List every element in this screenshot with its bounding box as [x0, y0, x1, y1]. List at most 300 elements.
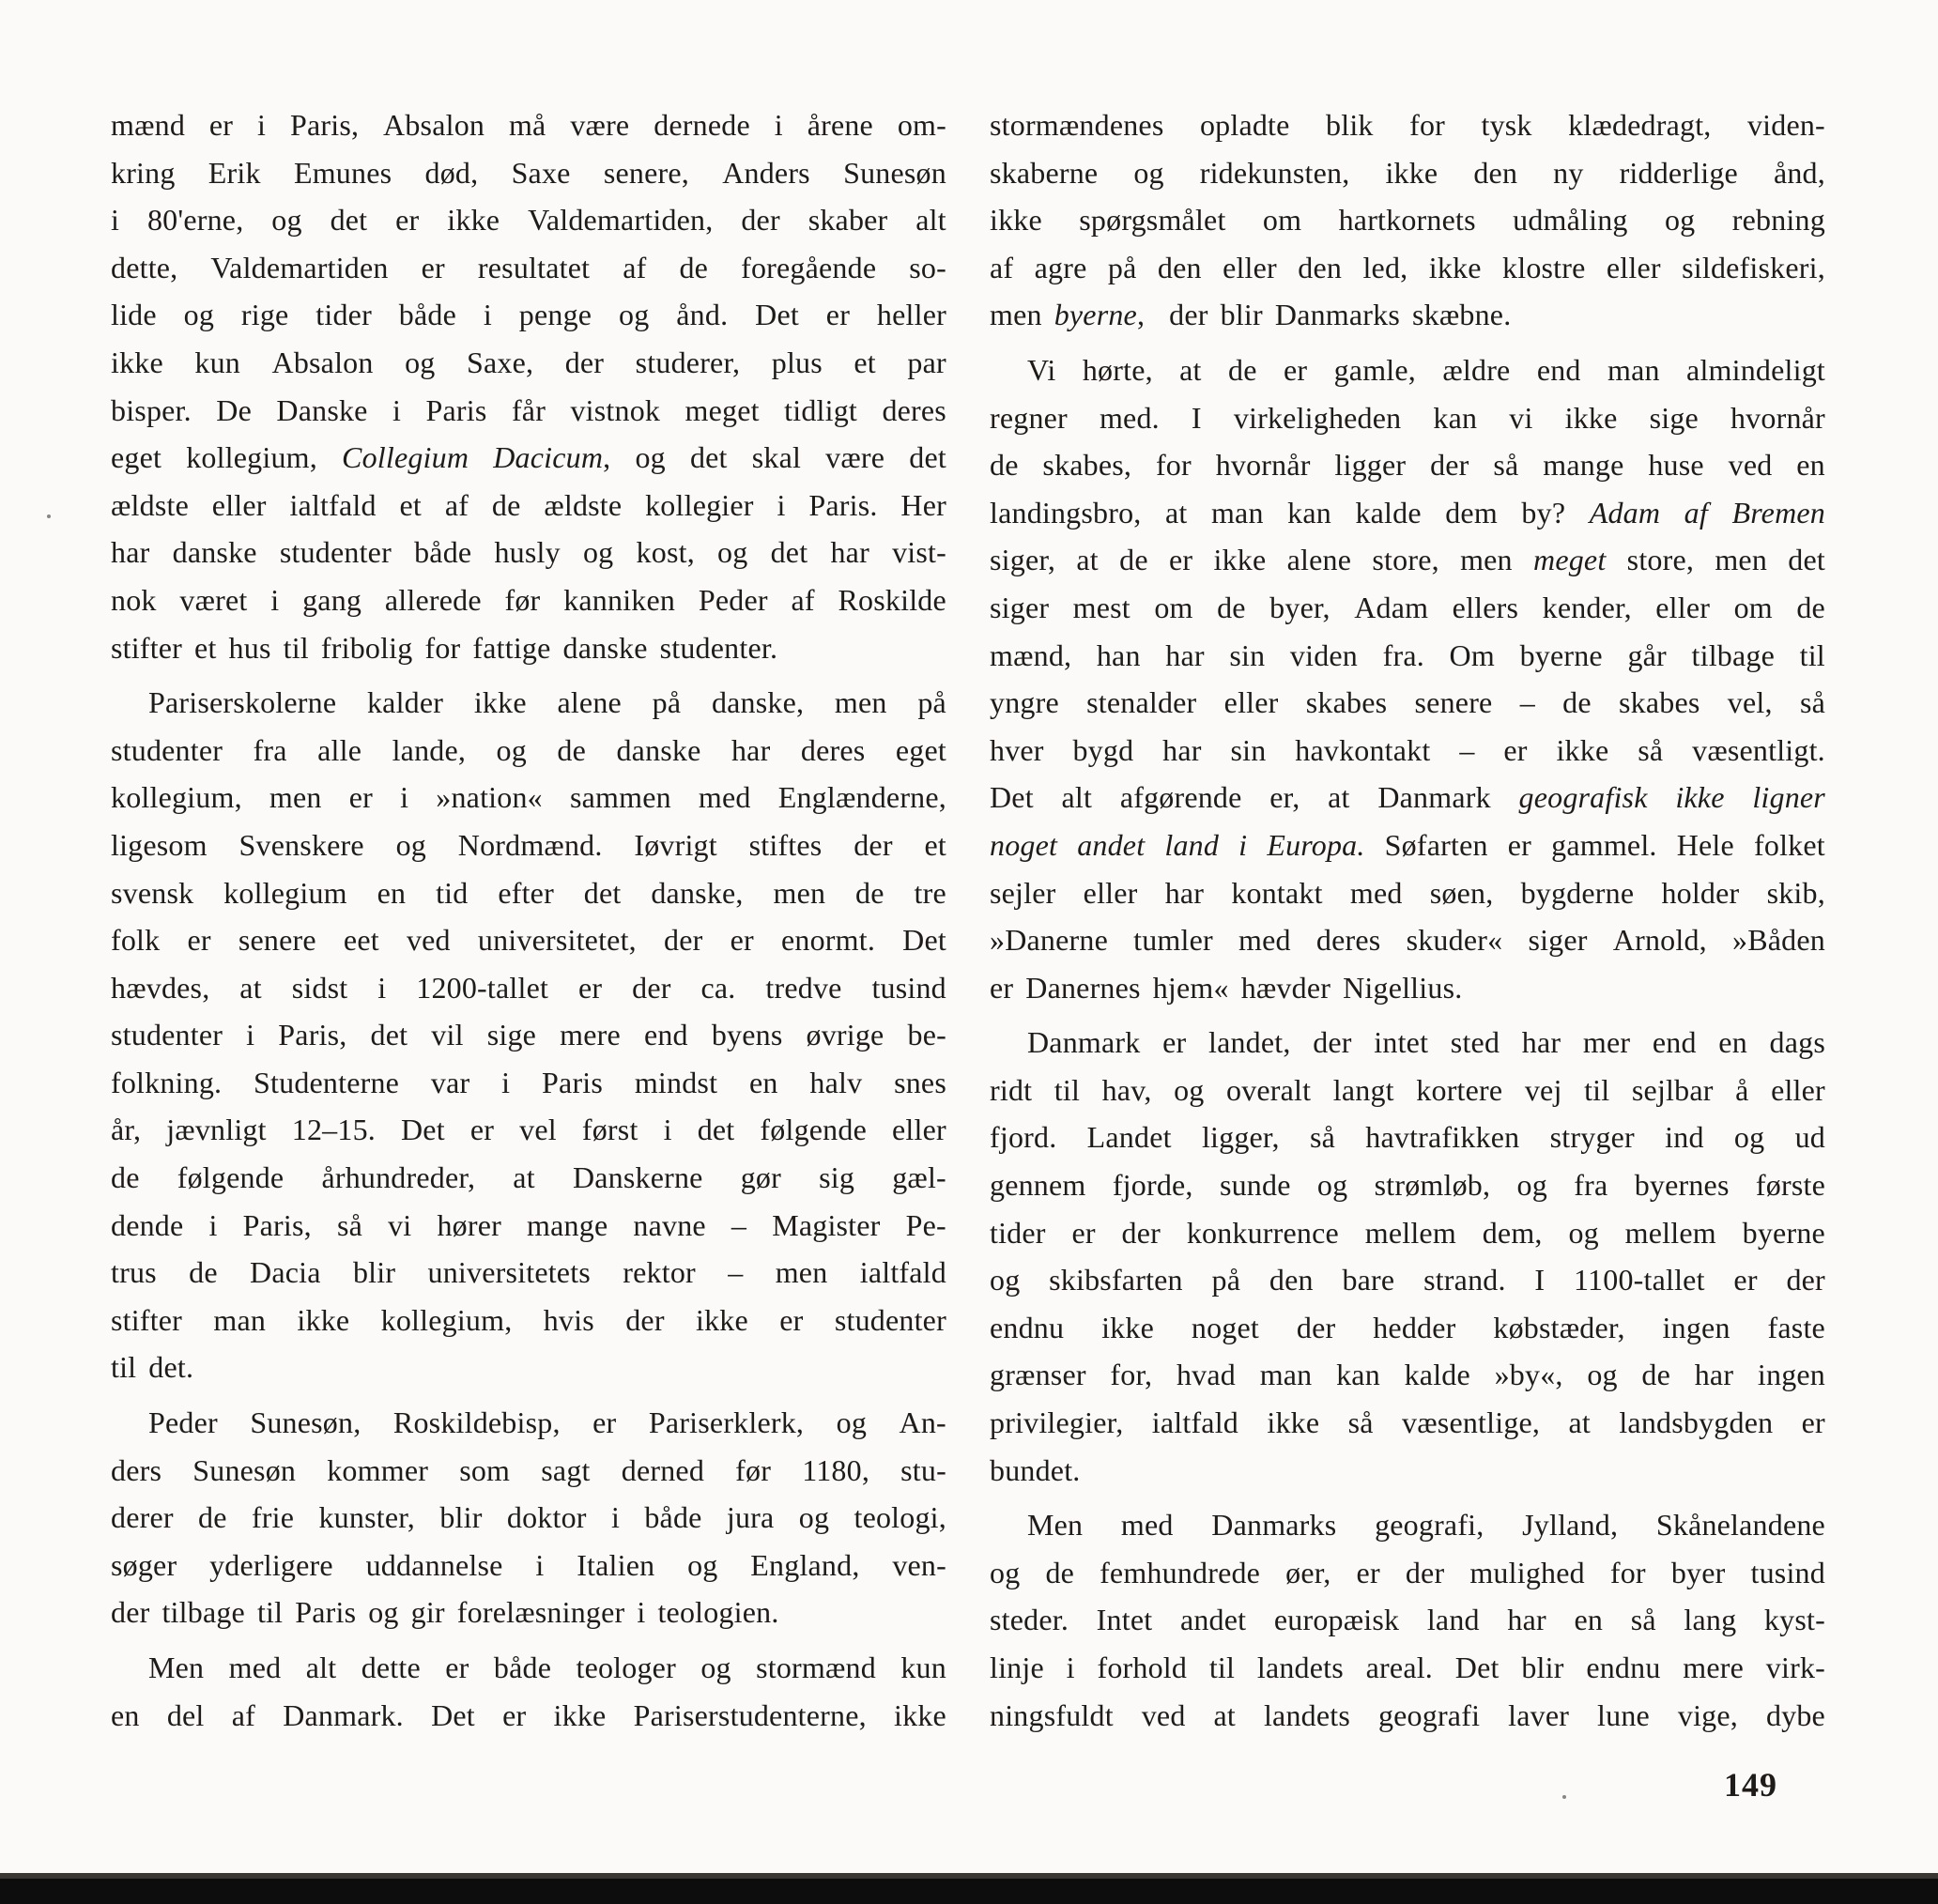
word: landet,	[1207, 1025, 1291, 1060]
word: så	[1347, 1405, 1374, 1440]
text-line	[990, 1549, 1825, 1597]
word: det	[909, 440, 946, 475]
word: der	[632, 970, 671, 1005]
word: af	[231, 1697, 255, 1732]
word: eller	[1655, 590, 1711, 624]
word: grænser	[990, 1358, 1086, 1392]
word: hav,	[1101, 1072, 1152, 1107]
word: følgende	[760, 1113, 867, 1147]
word: kollegium,	[380, 1302, 513, 1337]
word: er	[502, 1697, 527, 1732]
word: par	[907, 345, 946, 379]
word: er	[1071, 1215, 1096, 1250]
word: er	[1283, 352, 1308, 387]
word: efter	[498, 875, 554, 910]
word: sildefiskeri,	[1682, 250, 1825, 284]
word: Saxe,	[466, 345, 534, 379]
text-line	[990, 1256, 1825, 1304]
text-line	[990, 1209, 1825, 1257]
word: og	[687, 1547, 718, 1582]
word: den	[1269, 1263, 1314, 1297]
word: »nation«	[436, 780, 543, 815]
word: stormændenes	[990, 108, 1164, 142]
word: og	[1316, 1168, 1348, 1203]
word: være	[825, 440, 885, 475]
word: er	[348, 780, 373, 815]
word: der	[854, 827, 893, 862]
dust-speck	[47, 514, 51, 518]
text-line	[111, 196, 946, 244]
word: i	[270, 582, 280, 617]
word: tumler	[1133, 923, 1213, 958]
word: han	[1096, 637, 1141, 672]
word: og	[990, 1555, 1021, 1589]
word: i	[392, 392, 402, 427]
word: ven-	[892, 1547, 946, 1582]
word: »Danerne	[990, 923, 1108, 958]
text-line	[111, 624, 946, 672]
word: sejler	[990, 875, 1056, 910]
word: ikke	[1385, 155, 1438, 190]
word: Det	[902, 923, 946, 958]
word: man	[1210, 495, 1264, 530]
word: –	[731, 1207, 747, 1242]
word: ved	[406, 923, 451, 958]
word: er	[469, 1113, 495, 1147]
word: gang	[302, 582, 362, 617]
word: men	[1460, 543, 1513, 577]
word: om	[1262, 203, 1302, 238]
word: deres	[800, 732, 866, 767]
word: skib,	[1766, 875, 1825, 910]
word: de	[679, 250, 709, 284]
word: å	[1735, 1072, 1749, 1107]
word: til	[256, 1595, 284, 1630]
text-line	[111, 149, 946, 197]
text-line	[111, 916, 946, 964]
word: mænd	[111, 108, 186, 142]
word: hvornår	[1730, 400, 1825, 435]
word: heller	[876, 298, 946, 332]
word: kyst-	[1763, 1603, 1825, 1637]
word: Nigellius.	[1343, 970, 1463, 1005]
italic-word: Bremen	[1731, 495, 1825, 530]
word: og	[1174, 1072, 1205, 1107]
word: lande,	[392, 732, 467, 767]
word: følgende	[177, 1160, 285, 1195]
text-line	[111, 482, 946, 530]
word: mest	[1072, 590, 1130, 624]
word: byernes	[1634, 1168, 1730, 1203]
word: at	[1179, 352, 1202, 387]
word: ikke	[553, 1697, 607, 1732]
word: trus	[111, 1255, 157, 1290]
word: gammel.	[1551, 827, 1657, 862]
word: hartkornets	[1338, 203, 1476, 238]
text-line	[111, 576, 946, 624]
word: ca.	[700, 970, 736, 1005]
word: Det	[431, 1697, 475, 1732]
word: lang	[1684, 1603, 1737, 1637]
word: væsentligt.	[1692, 732, 1825, 767]
word: i	[111, 203, 120, 238]
word: har	[1165, 637, 1205, 672]
text-line	[111, 1589, 946, 1636]
word: sidst	[291, 970, 348, 1005]
word: på	[1107, 250, 1137, 284]
word: at	[1213, 1697, 1236, 1732]
word: alle	[317, 732, 362, 767]
word: kontakt	[1231, 875, 1323, 910]
word: de	[1796, 590, 1825, 624]
word: men	[834, 685, 887, 720]
word: både	[493, 1651, 552, 1684]
word: agre	[1034, 250, 1087, 284]
word: derned	[621, 1452, 705, 1487]
word: i	[637, 1595, 646, 1630]
text-line	[990, 869, 1825, 917]
word: på	[1211, 1263, 1241, 1297]
word: kalde	[1355, 495, 1422, 530]
word: er	[395, 203, 420, 238]
word: klostre	[1502, 250, 1586, 284]
word: øvrige	[806, 1018, 884, 1052]
word: virk-	[1765, 1651, 1825, 1684]
word: vel,	[1727, 685, 1773, 720]
word: Landet	[1086, 1120, 1172, 1155]
word: dybe	[1765, 1697, 1825, 1732]
text-line	[990, 1399, 1825, 1447]
word: mænd,	[990, 637, 1072, 672]
word: Pariserskolerne	[148, 685, 337, 720]
text-line	[990, 244, 1825, 292]
word: dette,	[111, 250, 178, 284]
word: årene	[807, 108, 873, 142]
word: ved	[1728, 448, 1773, 483]
word: bare	[1342, 1263, 1395, 1297]
word: deres	[1315, 923, 1381, 958]
word: end	[1652, 1025, 1697, 1060]
word: skaber	[808, 203, 888, 238]
word: eller	[211, 487, 267, 522]
word: Søfarten	[1384, 827, 1488, 862]
word: i	[535, 1547, 545, 1582]
word: de	[557, 732, 587, 767]
word: eller	[1083, 875, 1138, 910]
word: byer,	[1269, 590, 1330, 624]
word: og	[1568, 1215, 1599, 1250]
text-line	[111, 1059, 946, 1107]
word: stifter	[111, 1302, 183, 1337]
word: eller	[1223, 250, 1277, 284]
italic-word: Collegium	[342, 440, 469, 475]
word: til	[1799, 637, 1825, 672]
word: med	[698, 780, 751, 815]
word: kanniken	[563, 582, 676, 617]
word: men	[269, 780, 322, 815]
word: er	[1503, 732, 1528, 767]
italic-word: noget	[990, 827, 1058, 862]
word: og	[395, 827, 426, 862]
word: skæbne.	[1412, 298, 1512, 332]
word: en	[377, 875, 407, 910]
word: og	[582, 535, 614, 570]
word: teologer	[576, 1651, 676, 1684]
word: studenter	[279, 535, 392, 570]
word: Paris,	[242, 1207, 312, 1242]
word: ikke	[1428, 250, 1482, 284]
word: linje	[990, 1651, 1044, 1684]
word: får	[511, 392, 546, 427]
word: og	[1733, 1120, 1765, 1155]
word: år,	[111, 1113, 142, 1147]
word: allerede	[384, 582, 482, 617]
word: stu-	[900, 1452, 946, 1487]
word: er	[1733, 1263, 1758, 1297]
word: I	[1534, 1263, 1546, 1297]
word: Skånelandene	[1655, 1508, 1825, 1543]
word: der	[625, 1302, 665, 1337]
word: hvis	[543, 1302, 594, 1337]
word: ikke	[1267, 1405, 1320, 1440]
text-line	[111, 1106, 946, 1154]
word: i	[257, 108, 267, 142]
word: vel	[519, 1113, 557, 1147]
word: Italien	[577, 1547, 655, 1582]
word: er	[1507, 827, 1532, 862]
word: Om	[1449, 637, 1495, 672]
paragraph-first-line	[990, 1019, 1825, 1067]
word: studenter.	[659, 630, 778, 665]
word: Dacia	[250, 1255, 321, 1290]
word: senere,	[603, 155, 689, 190]
word: at	[1328, 780, 1350, 815]
word: privilegier,	[990, 1405, 1124, 1440]
italic-word: andet	[1077, 827, 1146, 862]
word: penge	[518, 298, 592, 332]
word: –	[1519, 685, 1535, 720]
word: tusind	[1750, 1555, 1825, 1589]
word: 12–15.	[291, 1113, 376, 1147]
word: kost,	[636, 535, 695, 570]
word: opladte	[1199, 108, 1290, 142]
word: de	[198, 1500, 227, 1535]
word: gør	[740, 1160, 781, 1195]
word: forhold	[1097, 1651, 1188, 1684]
text-line	[111, 244, 946, 292]
word: Emunes	[293, 155, 392, 190]
word: hver	[990, 732, 1044, 767]
word: ridt	[990, 1072, 1033, 1107]
word: 1200-tallet	[416, 970, 549, 1005]
word: Roskilde	[838, 582, 946, 617]
word: Paris,	[278, 1018, 347, 1052]
word: Danernes	[1025, 970, 1141, 1005]
word: sted	[1450, 1025, 1500, 1060]
word: de	[990, 448, 1019, 483]
word: store,	[1372, 543, 1439, 577]
text-line	[990, 536, 1825, 584]
word: rebning	[1731, 203, 1825, 238]
word: tilbage	[1691, 637, 1775, 672]
word: ingen	[1662, 1310, 1730, 1344]
word: »by«,	[1494, 1358, 1563, 1392]
word: der	[564, 345, 605, 379]
word: om-	[897, 108, 946, 142]
word: spørgsmålet	[1079, 203, 1226, 238]
text-line	[111, 339, 946, 387]
word: eller	[1771, 1072, 1825, 1107]
word: mellem	[1624, 1215, 1716, 1250]
word: Sunesøn	[843, 155, 946, 190]
word: snes	[894, 1065, 946, 1099]
word: for	[1155, 448, 1192, 483]
word: en	[748, 1065, 778, 1099]
word: før	[504, 582, 541, 617]
word: de	[1562, 685, 1592, 720]
word: fjorde,	[1112, 1168, 1193, 1203]
text-line	[990, 291, 1825, 339]
word: har	[1694, 1358, 1734, 1392]
word: og	[1587, 1358, 1618, 1392]
word: uddannelse	[365, 1547, 503, 1582]
word: været	[179, 582, 248, 617]
word: den	[1298, 250, 1343, 284]
word: gennem	[990, 1168, 1086, 1203]
word: hus	[228, 630, 271, 665]
word: »Båden	[1732, 923, 1825, 958]
word: hvornår	[1215, 448, 1311, 483]
word: væsentlige,	[1402, 1405, 1541, 1440]
word: Danmark	[1027, 1025, 1141, 1060]
word: har	[111, 535, 150, 570]
word: hørte,	[1082, 352, 1153, 387]
word: Paris.	[808, 487, 878, 522]
word: det.	[148, 1350, 194, 1385]
word: skal	[751, 440, 802, 475]
word: Det	[990, 780, 1034, 815]
word: del	[166, 1697, 205, 1732]
word: senere	[238, 923, 316, 958]
word: købstæder,	[1493, 1310, 1625, 1344]
italic-word: ligner	[1752, 780, 1825, 815]
word: og	[717, 535, 748, 570]
word: havkontakt	[1295, 732, 1431, 767]
word: kollegium	[223, 875, 347, 910]
word: vist-	[892, 535, 946, 570]
word: Sunesøn,	[250, 1405, 361, 1440]
word: virkeligheden	[1233, 400, 1402, 435]
word: ridderlige	[1619, 155, 1738, 190]
word: vi	[1509, 400, 1533, 435]
word: man	[1259, 1358, 1313, 1392]
word: at	[1164, 495, 1188, 530]
word: afgørende	[1119, 780, 1242, 815]
word: der	[1296, 1310, 1336, 1344]
word: femhundrede	[1100, 1555, 1261, 1589]
word: man	[213, 1302, 267, 1337]
word: Pariserstudenterne,	[633, 1697, 867, 1732]
word: Danskerne	[572, 1160, 703, 1195]
word: er	[730, 923, 754, 958]
word: ny	[1553, 155, 1584, 190]
word: i	[610, 1500, 621, 1535]
word: er	[208, 108, 234, 142]
word: eet	[343, 923, 379, 958]
word: Pe-	[905, 1207, 946, 1242]
word: der	[1169, 298, 1208, 332]
word: Roskildebisp,	[392, 1405, 561, 1440]
word: skibsfarten	[1049, 1263, 1183, 1297]
word: på	[917, 685, 946, 720]
word: ånd,	[1773, 155, 1825, 190]
word: er	[577, 970, 603, 1005]
word: Det	[755, 298, 799, 332]
word: at	[513, 1160, 535, 1195]
word: danske	[562, 630, 648, 665]
word: øer,	[1285, 1555, 1331, 1589]
word: Absalon	[271, 345, 374, 379]
word: Paris	[542, 1065, 604, 1099]
text-line	[990, 632, 1825, 680]
word: landingsbro,	[990, 495, 1142, 530]
word: at	[1076, 543, 1099, 577]
word: –	[1459, 732, 1475, 767]
word: kollegier	[645, 487, 754, 522]
word: eget	[895, 732, 946, 767]
word: bisper.	[111, 392, 192, 427]
text-line	[111, 1297, 946, 1344]
word: dags	[1769, 1025, 1825, 1060]
word: så	[1638, 732, 1664, 767]
text-line	[990, 149, 1825, 197]
page-number: 149	[1724, 1766, 1777, 1804]
word: til	[1584, 1072, 1610, 1107]
word: tre	[914, 875, 946, 910]
word: stryger	[1549, 1120, 1635, 1155]
text-line	[111, 964, 946, 1012]
word: eller	[1606, 250, 1661, 284]
word: ikke	[696, 1302, 748, 1337]
word: endnu	[990, 1310, 1065, 1344]
word: det	[370, 1018, 408, 1052]
word: første	[1755, 1168, 1825, 1203]
word: rige	[240, 298, 289, 332]
word: ligger	[1334, 448, 1407, 483]
word: Peder	[698, 582, 768, 617]
word: hører	[437, 1207, 501, 1242]
word: som	[459, 1452, 511, 1487]
text-line	[990, 394, 1825, 442]
word: men	[773, 875, 826, 910]
word: mange	[527, 1207, 608, 1242]
word: de	[1045, 1555, 1075, 1589]
text-line	[111, 1154, 946, 1202]
word: England,	[750, 1547, 860, 1582]
word: hævdes,	[111, 970, 210, 1005]
word: by?	[1521, 495, 1566, 530]
italic-word: byerne	[1054, 298, 1137, 332]
word: med	[1238, 923, 1291, 958]
word: 1100-tallet	[1574, 1263, 1705, 1297]
word: ikke	[1564, 400, 1618, 435]
word: regner	[990, 400, 1068, 435]
word: kortere	[1416, 1072, 1503, 1107]
word: til	[1054, 1072, 1081, 1107]
text-line	[990, 1113, 1825, 1161]
word: de	[1217, 590, 1246, 624]
word: de	[855, 875, 884, 910]
